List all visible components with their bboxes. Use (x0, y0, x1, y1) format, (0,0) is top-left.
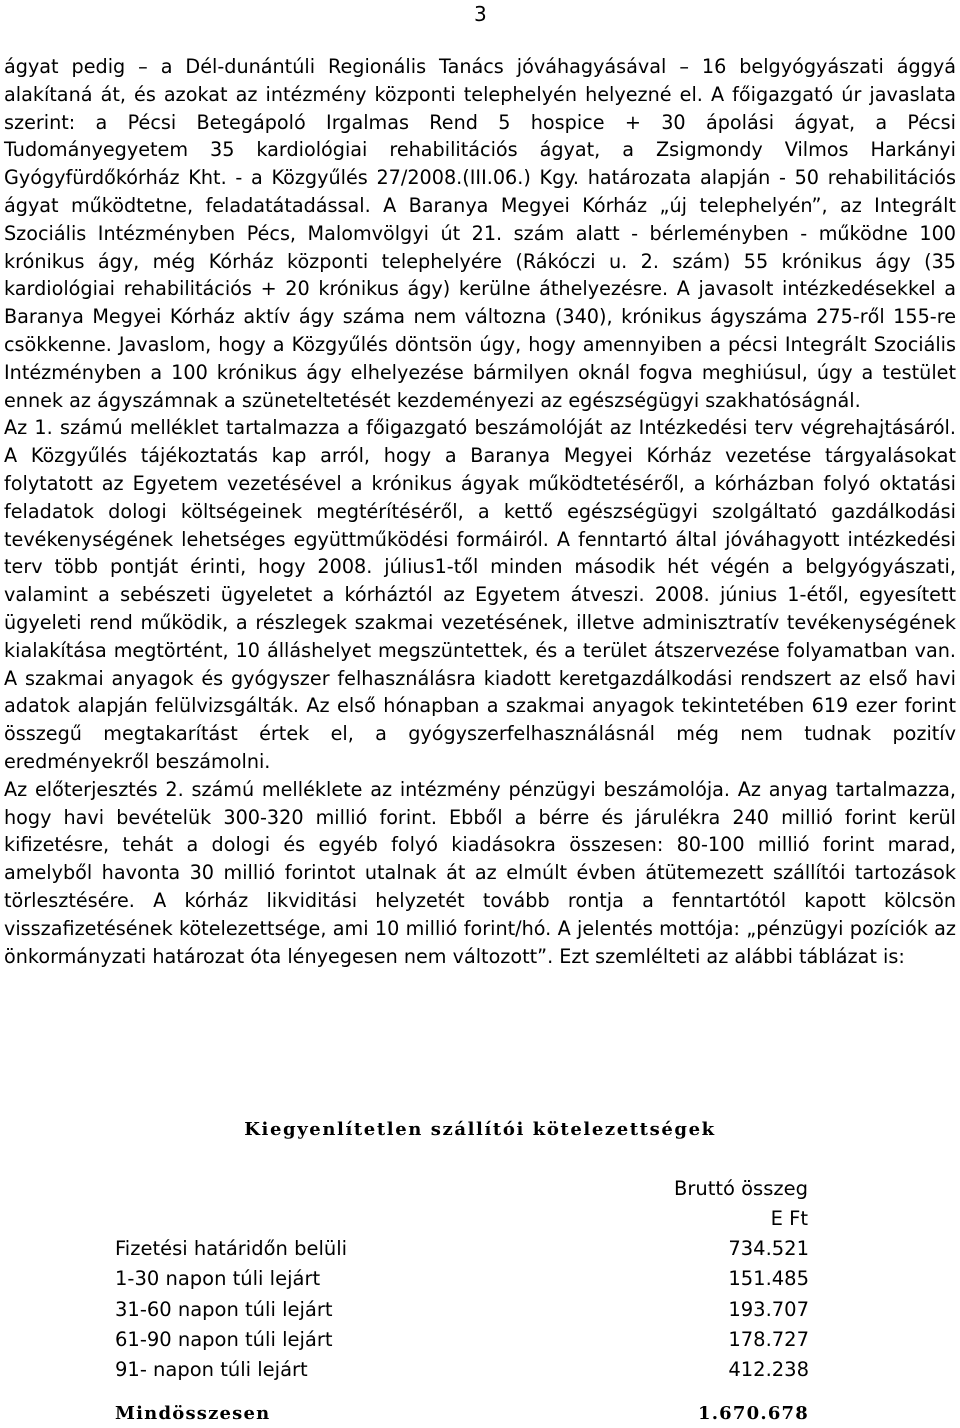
table-row (115, 1234, 809, 1264)
table-row (115, 1325, 809, 1355)
row-amount: 193.707 (728, 1297, 809, 1321)
row-label: 91- napon túli lejárt (115, 1358, 308, 1382)
table-title: Kiegyenlítetlen szállítói kötelezettségek (244, 1119, 716, 1140)
column-header-amount: Bruttó összeg (673, 1177, 808, 1200)
row-label: 1-30 napon túli lejárt (115, 1267, 321, 1291)
page-number: 3 (474, 2, 487, 26)
column-header-unit: E Ft (770, 1207, 808, 1230)
table-row (115, 1295, 809, 1325)
row-label: 61-90 napon túli lejárt (115, 1327, 333, 1351)
total-label: Mindösszesen (115, 1403, 271, 1424)
paragraph-3: Az előterjesztés 2. számú melléklete az intézmény pénzügyi beszámolója. Az anyag tartalmazza, hogy havi bevételük 300-320 millió forint. Ebből a bérre és járulékra 240 millió forint kerül kifizetésre, tehát a dologi és egyéb folyó kiadásokra összesen: 80-100 millió forint marad, amelyből havonta 30 millió forintot utalnak át az elmúlt évben átütemezett szállítói tartozások törlesztésére. A kórház likviditási helyzetét tovább rontja a fenntartótól kapott kölcsön visszafizetésének kötelezettsége, ami 10 millió forint/hó. A jelentés mottója: „pénzügyi pozíciók az önkormányzati határozat óta lényegesen nem változott”. Ezt szemlélteti az alábbi táblázat is: (4, 777, 956, 968)
row-amount: 151.485 (728, 1267, 809, 1291)
table-row (115, 1355, 809, 1385)
table-total-row (115, 1400, 809, 1428)
row-label: 31-60 napon túli lejárt (115, 1297, 333, 1321)
row-amount: 412.238 (728, 1358, 809, 1382)
total-amount: 1.670.678 (697, 1403, 809, 1424)
table-row (115, 1264, 809, 1294)
document-body (4, 53, 956, 970)
row-amount: 734.521 (728, 1237, 809, 1260)
table-body (115, 1234, 809, 1385)
row-label: Fizetési határidőn belüli (115, 1237, 348, 1260)
paragraph-2: Az 1. számú melléklet tartalmazza a főigazgató beszámolóját az Intézkedési terv végrehajtásáról. A Közgyűlés tájékoztatás kap arról, hogy a Baranya Megyei Kórház vezetése tárgyalásokat folytatott az Egyetem vezetésével a krónikus ágyak működtetéséről, a kórházban folyó oktatási feladatok dologi költségeinek megtérítéséről, a kettő egészségügyi szolgáltató gazdálkodási tevékenységének lehetséges együttműködési formáiról. A fenntartó által jóváhagyott intézkedési terv több pontját érinti, hogy 2008. július1-től minden második hét végén a belgyógyászati, valamint a sebészeti ügyeletet a kórháztól az Egyetem átveszi. 2008. június 1-étől, egyesített ügyeleti rend működik, a részlegek szakmai vezetésének, illetve adminisztratív tevékenységének kialakítása megtörtént, 10 álláshelyet megszüntettek, és a terület átszervezése folyamatban van. A szakmai anyagok és gyógyszer felhasználásra kiadott keretgazdálkodási rendszert az első havi adatok alapján felülvizsgálták. Az első hónapban a szakmai anyagok tekintetében 619 ezer forint összegű megtakarítást értek el, a gyógyszerfelhasználásnál még nem tudnak pozitív eredményekről beszámolni. (4, 416, 956, 773)
paragraph-1: ágyat pedig – a Dél-dunántúli Regionális Tanács jóváhagyásával – 16 belgyógyászati ággyá alakítaná át, és azokat az intézmény központi telephelyén helyezné el. A főigazgató úr javaslata szerint: a Pécsi Betegápoló Irgalmas Rend 5 hospice + 30 ápolási ágyat, a Pécsi Tudományegyetem 35 kardiológiai rehabilitációs ágyat, a Zsigmondy Vilmos Harkányi Gyógyfürdőkórház Kht. - a Közgyűlés 27/2008.(III.06.) Kgy. határozata alapján - 50 rehabilitációs ágyat működtetne, feladatátadással. A Baranya Megyei Kórház „új telephelyén”, az Integrált Szociális Intézményben Pécs, Malomvölgyi út 21. szám alatt - bérleményben - működne 100 krónikus ágy, még Kórház központi telephelyére (Rákóczi u. 2. szám) 55 krónikus ágy (35 kardiológiai rehabilitációs + 20 krónikus ágy) kerülne áthelyezésre. A javasolt intézkedésekkel a Baranya Megyei Kórház aktív ágy száma nem változna (340), krónikus ágyszáma 275-ről 155-re csökkenne. Javaslom, hogy a Közgyűlés döntsön úgy, hogy amennyiben a pécsi Integrált Szociális Intézményben a 100 krónikus ágy elhelyezése bármilyen oknál fogva meghiúsul, úgy a testület ennek az ágyszámnak a szüneteltetését kezdeményezi az egészségügyi szakhatóságnál. (4, 55, 956, 412)
table-header (560, 1174, 808, 1234)
row-amount: 178.727 (728, 1327, 809, 1351)
